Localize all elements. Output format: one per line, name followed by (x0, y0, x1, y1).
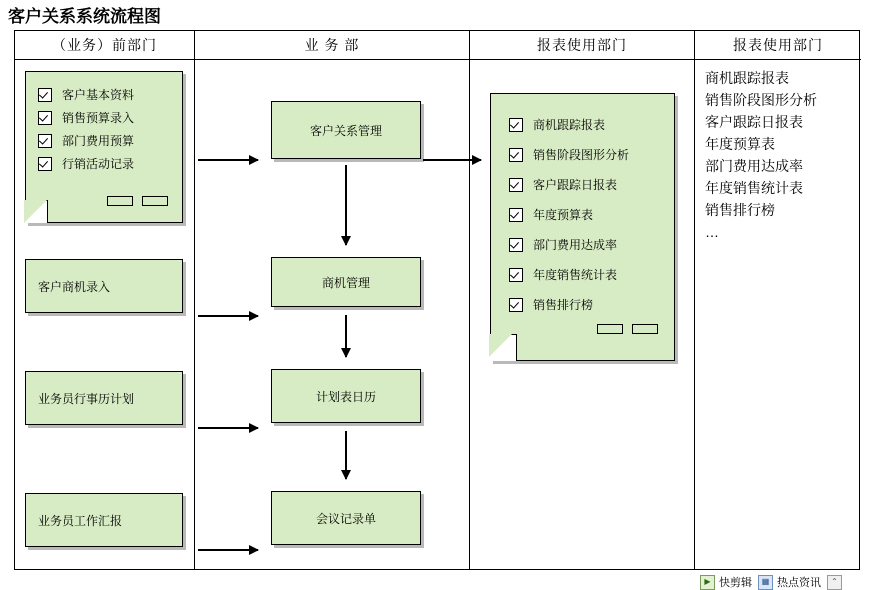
node-label: 业务员工作汇报 (38, 513, 123, 528)
document-customer-basic-data[interactable] (25, 71, 183, 223)
check-icon (509, 268, 523, 282)
node-label: 商机管理 (321, 275, 370, 290)
mini-button-group (107, 196, 168, 206)
arrow-opportunity-entry-to-management (198, 315, 258, 317)
arrow-crm-to-opportunity (345, 165, 347, 245)
checklist-item (509, 206, 629, 223)
checklist-label: 商机跟踪报表 (533, 118, 606, 132)
play-icon: ▶ (700, 575, 715, 590)
checklist-item (509, 296, 629, 313)
node-opportunity-management[interactable] (271, 257, 421, 307)
checklist-item (509, 146, 629, 163)
check-icon (38, 157, 52, 171)
footer-label: 快剪辑 (719, 577, 752, 589)
list-item: 客户跟踪日报表 (705, 114, 803, 130)
mini-button[interactable] (142, 196, 168, 206)
column-header-4: 报表使用部门 (695, 31, 861, 60)
flowchart-table (14, 30, 860, 570)
column-report-usage-department-2 (695, 31, 861, 569)
checklist-item (38, 86, 134, 103)
checklist-label: 销售排行榜 (533, 298, 594, 312)
node-label: 客户商机录入 (38, 279, 111, 294)
arrow-opportunity-to-calendar (345, 315, 347, 357)
column-header-3: 报表使用部门 (470, 31, 694, 60)
list-item: 年度销售统计表 (705, 180, 803, 196)
column-front-department (15, 31, 195, 569)
check-icon (509, 208, 523, 222)
page-fold-corner (25, 200, 48, 223)
list-item: 销售排行榜 (705, 202, 775, 218)
arrow-calendar-to-meeting (345, 431, 347, 479)
node-label: 业务员行事历计划 (38, 391, 135, 406)
node-crm-management[interactable] (271, 101, 421, 159)
check-icon (509, 118, 523, 132)
check-icon (509, 238, 523, 252)
checklist-label: 客户跟踪日报表 (533, 178, 618, 192)
node-label: 会议记录单 (315, 511, 376, 526)
checklist-label: 客户基本资料 (62, 88, 135, 102)
footer-label: 热点资讯 (777, 577, 821, 589)
list-item: 年度预算表 (705, 136, 775, 152)
checklist-label: 部门费用预算 (62, 134, 135, 148)
list-item: 销售阶段图形分析 (705, 92, 817, 108)
footer-item-hot-news[interactable] (758, 574, 821, 590)
checklist-item (509, 176, 629, 193)
check-icon (38, 88, 52, 102)
mini-button[interactable] (632, 324, 658, 334)
footer-item-quick-edit[interactable] (700, 574, 752, 590)
checklist-item (509, 236, 629, 253)
checklist-item (509, 266, 629, 283)
page-title: 客户关系系统流程图 (8, 7, 161, 26)
check-icon (509, 148, 523, 162)
list-item: 商机跟踪报表 (705, 70, 789, 86)
report-name-list (705, 67, 817, 243)
arrow-doc-to-crm (198, 159, 258, 161)
ellipsis-icon: ⌃ (827, 575, 842, 590)
footer-toolbar (700, 574, 842, 590)
node-meeting-record[interactable] (271, 491, 421, 545)
page-fold-corner (490, 334, 517, 361)
check-icon (38, 111, 52, 125)
list-item: 部门费用达成率 (705, 158, 803, 174)
mini-button[interactable] (107, 196, 133, 206)
column-report-usage-department (470, 31, 695, 569)
footer-item-more[interactable] (827, 575, 842, 590)
column-header-1: （业务）前部门 (15, 31, 194, 60)
checklist-label: 部门费用达成率 (533, 238, 618, 252)
column-business-department (195, 31, 470, 569)
checklist-label: 年度销售统计表 (533, 268, 618, 282)
checklist-label: 年度预算表 (533, 208, 594, 222)
checklist-item (38, 132, 134, 149)
arrow-plan-to-calendar (198, 427, 258, 429)
arrow-crm-to-reports (423, 159, 481, 161)
mini-button-group (597, 324, 658, 334)
list-item: … (705, 224, 719, 240)
node-label: 客户关系管理 (309, 123, 382, 138)
checklist-label: 行销活动记录 (62, 157, 135, 171)
node-plan-calendar[interactable] (271, 369, 421, 423)
checklist-item (38, 109, 134, 126)
checklist-item (38, 155, 134, 172)
arrow-report-to-meeting (198, 549, 258, 551)
check-icon (38, 134, 52, 148)
checklist-label: 销售阶段图形分析 (533, 148, 630, 162)
column-header-2: 业 务 部 (195, 31, 469, 60)
node-label: 计划表日历 (315, 389, 376, 404)
document-report-list[interactable] (490, 93, 675, 361)
check-icon (509, 178, 523, 192)
checklist-item (509, 116, 629, 133)
mini-button[interactable] (597, 324, 623, 334)
check-icon (509, 298, 523, 312)
node-customer-opportunity-entry[interactable] (25, 259, 183, 313)
news-icon: ▦ (758, 575, 773, 590)
checklist-label: 销售预算录入 (62, 111, 135, 125)
node-salesperson-calendar-plan[interactable] (25, 371, 183, 425)
node-salesperson-work-report[interactable] (25, 493, 183, 547)
